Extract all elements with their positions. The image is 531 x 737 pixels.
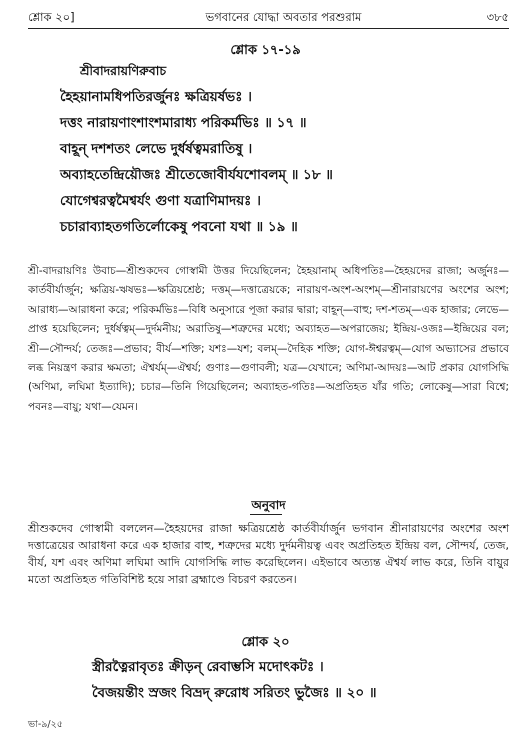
- verse-line-2: দত্তং নারায়ণাংশাংশমারাধ্য পরিকর্মভিঃ ॥ ১৭ ॥: [60, 115, 307, 131]
- verse-line-4: অব্যাহতেন্দ্রিয়ৌজঃ শ্রীতেজোবীর্যযশোবলম্ ॥ ১৮ ॥: [60, 167, 333, 183]
- shloka-verse-17-19: [60, 58, 507, 240]
- shloka-verse-20: [92, 654, 507, 706]
- word-for-word-synonyms: শ্রী-বাদরায়ণিঃ উবাচ—শ্রীশুকদেব গোস্বামী উত্তর দিয়েছিলেন; হৈহয়ানাম্ অধিপতিঃ—হৈহয়দের রাজা; অর্জুনঃ—কার্তবীর্যার্জুন; ক্ষত্রিয়-ঋষভঃ—ক্ষত্রিয়শ্রেষ্ঠ; দত্তম্—দত্তাত্রেয়কে; নারায়ণ-অংশ-অংশম্—শ্রীনারায়ণের অংশের অংশ; আরাধ্য—আরাধনা করে; পরিকর্মভিঃ—বিধি অনুসারে পূজা করার দ্বারা; বাহূন্—বাহু; দশ-শতম্—এক হাজার; লেভে—প্রাপ্ত হয়েছিলেন; দুর্ধর্ষত্বম্—দুর্দমনীয়; অরাতিষু—শত্রুদের মধ্যে; অব্যাহত—অপরাজেয়; ইন্দ্রিয়-ওজঃ—ইন্দ্রিয়ের বল; শ্রী—সৌন্দর্য; তেজঃ—প্রভাব; বীর্য—শক্তি; যশঃ—যশ; বলম্—দৈহিক শক্তি; যোগ-ঈশ্বরত্বম্—যোগ অভ্যাসের প্রভাবে লব্ধ নিয়ন্ত্রণ করার ক্ষমতা; ঐশ্বর্যম্—ঐশ্বর্য; গুণাঃ—গুণাবলী; যত্র—যেখানে; অণিমা-আদয়ঃ—আট প্রকার যোগসিদ্ধি (অণিমা, লঘিমা ইত্যাদি); চচার—তিনি গিয়েছিলেন; অব্যাহত-গতিঃ—অপ্রতিহত যাঁর গতি; লোকেষু—সারা বিশ্বে; পবনঃ—বায়ু; যথা—যেমন।: [28, 265, 509, 413]
- verse20-line-1: স্ত্রীরত্নৈরাবৃতঃ ক্রীড়ন্ রেবাম্ভসি মদোৎকটঃ ।: [92, 659, 324, 675]
- shloka-heading-20: শ্লোক ২০: [241, 635, 290, 650]
- page-footer-signature: ভা-৯/২৫: [28, 719, 63, 730]
- verse20-line-2: বৈজয়ন্তীং স্রজং বিভ্রদ্ রুরোধ সরিতং ভুজৈঃ ॥ ২০ ॥: [92, 685, 377, 701]
- verse-line-3: বাহূন্ দশশতং লেভে দুর্ধর্ষত্বমরাতিষু ।: [60, 141, 253, 157]
- verse-line-1: হৈহয়ানামধিপতিরর্জুনঃ ক্ষত্রিয়র্ষভঃ ।: [60, 89, 252, 105]
- header-verse-ref: শ্লোক ২০]: [28, 9, 75, 24]
- header-page-number: ৩৮৫: [486, 9, 509, 24]
- verse-speaker: শ্রীবাদরায়ণিরুবাচ: [80, 63, 167, 78]
- verse-line-6: চচারাব্যাহতগতির্লোকেষু পবনো যথা ॥ ১৯ ॥: [60, 219, 298, 235]
- running-header: [28, 8, 509, 29]
- translation-heading-rule: [250, 514, 282, 515]
- translation-heading: অনুবাদ: [251, 498, 286, 512]
- verse-line-5: যোগেশ্বরত্বমৈশ্বর্যং গুণা যত্রাণিমাদয়ঃ ।: [60, 193, 261, 209]
- header-chapter-title: ভগবানের যোদ্ধা অবতার পরশুরাম: [205, 9, 362, 24]
- shloka-heading-17-19: শ্লোক ১৭-১৯: [230, 43, 301, 58]
- translation-text: শ্রীশুকদেব গোস্বামী বললেন—হৈহয়দের রাজা ক্ষত্রিয়শ্রেষ্ঠ কার্তবীর্যার্জুন ভগবান শ্রীনারায়ণের অংশের অংশ দত্তাত্রেয়ের আরাধনা করে এক হাজার বাহু, শত্রুদের মধ্যে দুর্দমনীয়ত্ব এবং অপ্রতিহত ইন্দ্রিয় বল, সৌন্দর্য, তেজ, বীর্য, যশ এবং অণিমা লঘিমা আদি যোগসিদ্ধি লাভ করেছিলেন। এইভাবে অত্যন্ত ঐশ্বর্য লাভ করে, তিনি বায়ুর মতো অপ্রতিহত গতিবিশিষ্ট হয়ে সারা ব্রহ্মাণ্ডে বিচরণ করতেন।: [28, 522, 509, 586]
